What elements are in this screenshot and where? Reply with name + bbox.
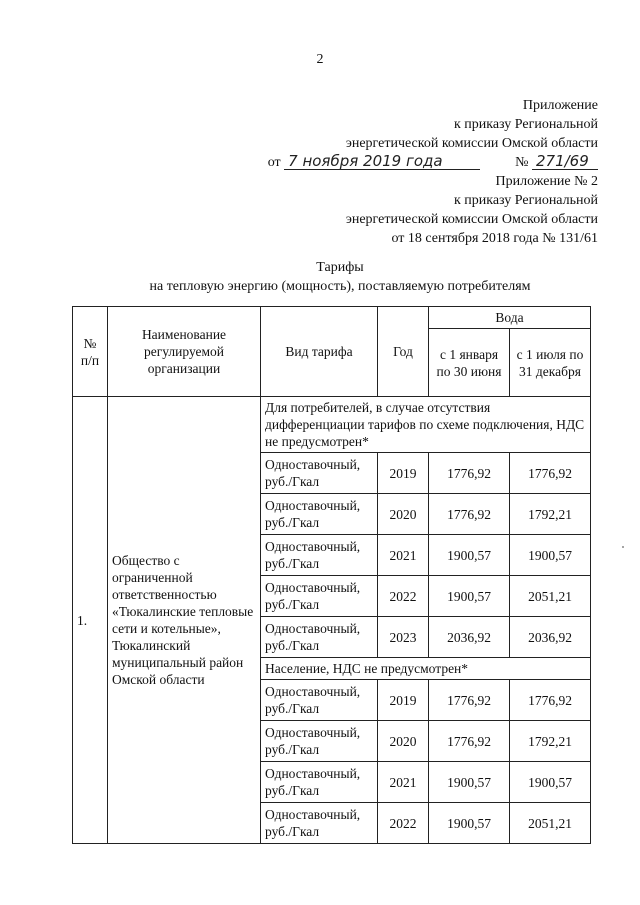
title-line: Тарифы bbox=[316, 260, 364, 275]
value-period-1-cell: 1776,92 bbox=[429, 680, 510, 721]
header-line: к приказу Региональной bbox=[453, 193, 598, 208]
header-tariff-kind: Вид тарифа bbox=[261, 307, 378, 397]
header-period-2: с 1 июля по 31 декабря bbox=[510, 329, 591, 397]
group-title: Население, НДС не предусмотрен* bbox=[261, 658, 591, 680]
tariff-kind-cell: Одноставочный, руб./Гкал bbox=[261, 576, 378, 617]
value-period-1-cell: 1900,57 bbox=[429, 762, 510, 803]
handwritten-order-number: 271/69 bbox=[532, 153, 598, 170]
header-num: № п/п bbox=[73, 307, 108, 397]
year-cell: 2022 bbox=[378, 576, 429, 617]
value-period-1-cell: 2036,92 bbox=[429, 617, 510, 658]
handwritten-date: 7 ноября 2019 года bbox=[284, 153, 480, 170]
tariff-kind-cell: Одноставочный, руб./Гкал bbox=[261, 721, 378, 762]
header-water: Вода bbox=[429, 307, 591, 329]
value-period-1-cell: 1900,57 bbox=[429, 803, 510, 844]
year-cell: 2022 bbox=[378, 803, 429, 844]
tariff-kind-cell: Одноставочный, руб./Гкал bbox=[261, 453, 378, 494]
value-period-1-cell: 1776,92 bbox=[429, 494, 510, 535]
page-number: 2 bbox=[316, 52, 324, 67]
header-line: к приказу Региональной bbox=[453, 117, 598, 132]
tariff-kind-cell: Одноставочный, руб./Гкал bbox=[261, 680, 378, 721]
header-line: энергетической комиссии Омской области bbox=[345, 136, 598, 151]
value-period-2-cell: 1792,21 bbox=[510, 721, 591, 762]
tariff-kind-cell: Одноставочный, руб./Гкал bbox=[261, 494, 378, 535]
header-line: Приложение bbox=[522, 98, 598, 113]
year-cell: 2021 bbox=[378, 535, 429, 576]
value-period-2-cell: 1776,92 bbox=[510, 453, 591, 494]
year-cell: 2019 bbox=[378, 680, 429, 721]
value-period-2-cell: 1900,57 bbox=[510, 762, 591, 803]
value-period-1-cell: 1776,92 bbox=[429, 453, 510, 494]
year-cell: 2020 bbox=[378, 494, 429, 535]
year-cell: 2023 bbox=[378, 617, 429, 658]
group-title: Для потребителей, в случае отсутствия дифференциации тарифов по схеме подключения, НДС не предусмотрен* bbox=[261, 397, 591, 453]
group-row bbox=[73, 397, 591, 453]
value-period-2-cell: 1900,57 bbox=[510, 535, 591, 576]
value-period-2-cell: 1792,21 bbox=[510, 494, 591, 535]
header-period-1: с 1 января по 30 июня bbox=[429, 329, 510, 397]
value-period-2-cell: 2051,21 bbox=[510, 803, 591, 844]
tariff-kind-cell: Одноставочный, руб./Гкал bbox=[261, 535, 378, 576]
year-cell: 2021 bbox=[378, 762, 429, 803]
header-line: от 18 сентября 2018 года № 131/61 bbox=[391, 231, 598, 246]
order-number-prefix: № bbox=[515, 155, 529, 170]
value-period-2-cell: 1776,92 bbox=[510, 680, 591, 721]
value-period-2-cell: 2036,92 bbox=[510, 617, 591, 658]
header-year: Год bbox=[378, 307, 429, 397]
title-line: на тепловую энергию (мощность), поставляемую потребителям bbox=[149, 279, 531, 294]
order-date-line bbox=[198, 153, 598, 172]
row-number: 1. bbox=[73, 397, 108, 844]
scan-speck bbox=[622, 546, 624, 548]
document-title bbox=[0, 258, 640, 296]
header-line: Приложение № 2 bbox=[495, 174, 598, 189]
tariff-table bbox=[72, 306, 591, 844]
header-organization: Наименование регулируемой организации bbox=[108, 307, 261, 397]
appendix-header bbox=[198, 96, 598, 248]
tariff-kind-cell: Одноставочный, руб./Гкал bbox=[261, 762, 378, 803]
organization-name: Общество с ограниченной ответственностью «Тюкалинские тепловые сети и котельные», Тюкалинский муниципальный район Омской области bbox=[108, 397, 261, 844]
header-line: энергетической комиссии Омской области bbox=[345, 212, 598, 227]
tariff-kind-cell: Одноставочный, руб./Гкал bbox=[261, 617, 378, 658]
value-period-1-cell: 1900,57 bbox=[429, 535, 510, 576]
year-cell: 2020 bbox=[378, 721, 429, 762]
order-prefix: от bbox=[267, 155, 281, 170]
value-period-2-cell: 2051,21 bbox=[510, 576, 591, 617]
tariff-kind-cell: Одноставочный, руб./Гкал bbox=[261, 803, 378, 844]
value-period-1-cell: 1900,57 bbox=[429, 576, 510, 617]
year-cell: 2019 bbox=[378, 453, 429, 494]
value-period-1-cell: 1776,92 bbox=[429, 721, 510, 762]
